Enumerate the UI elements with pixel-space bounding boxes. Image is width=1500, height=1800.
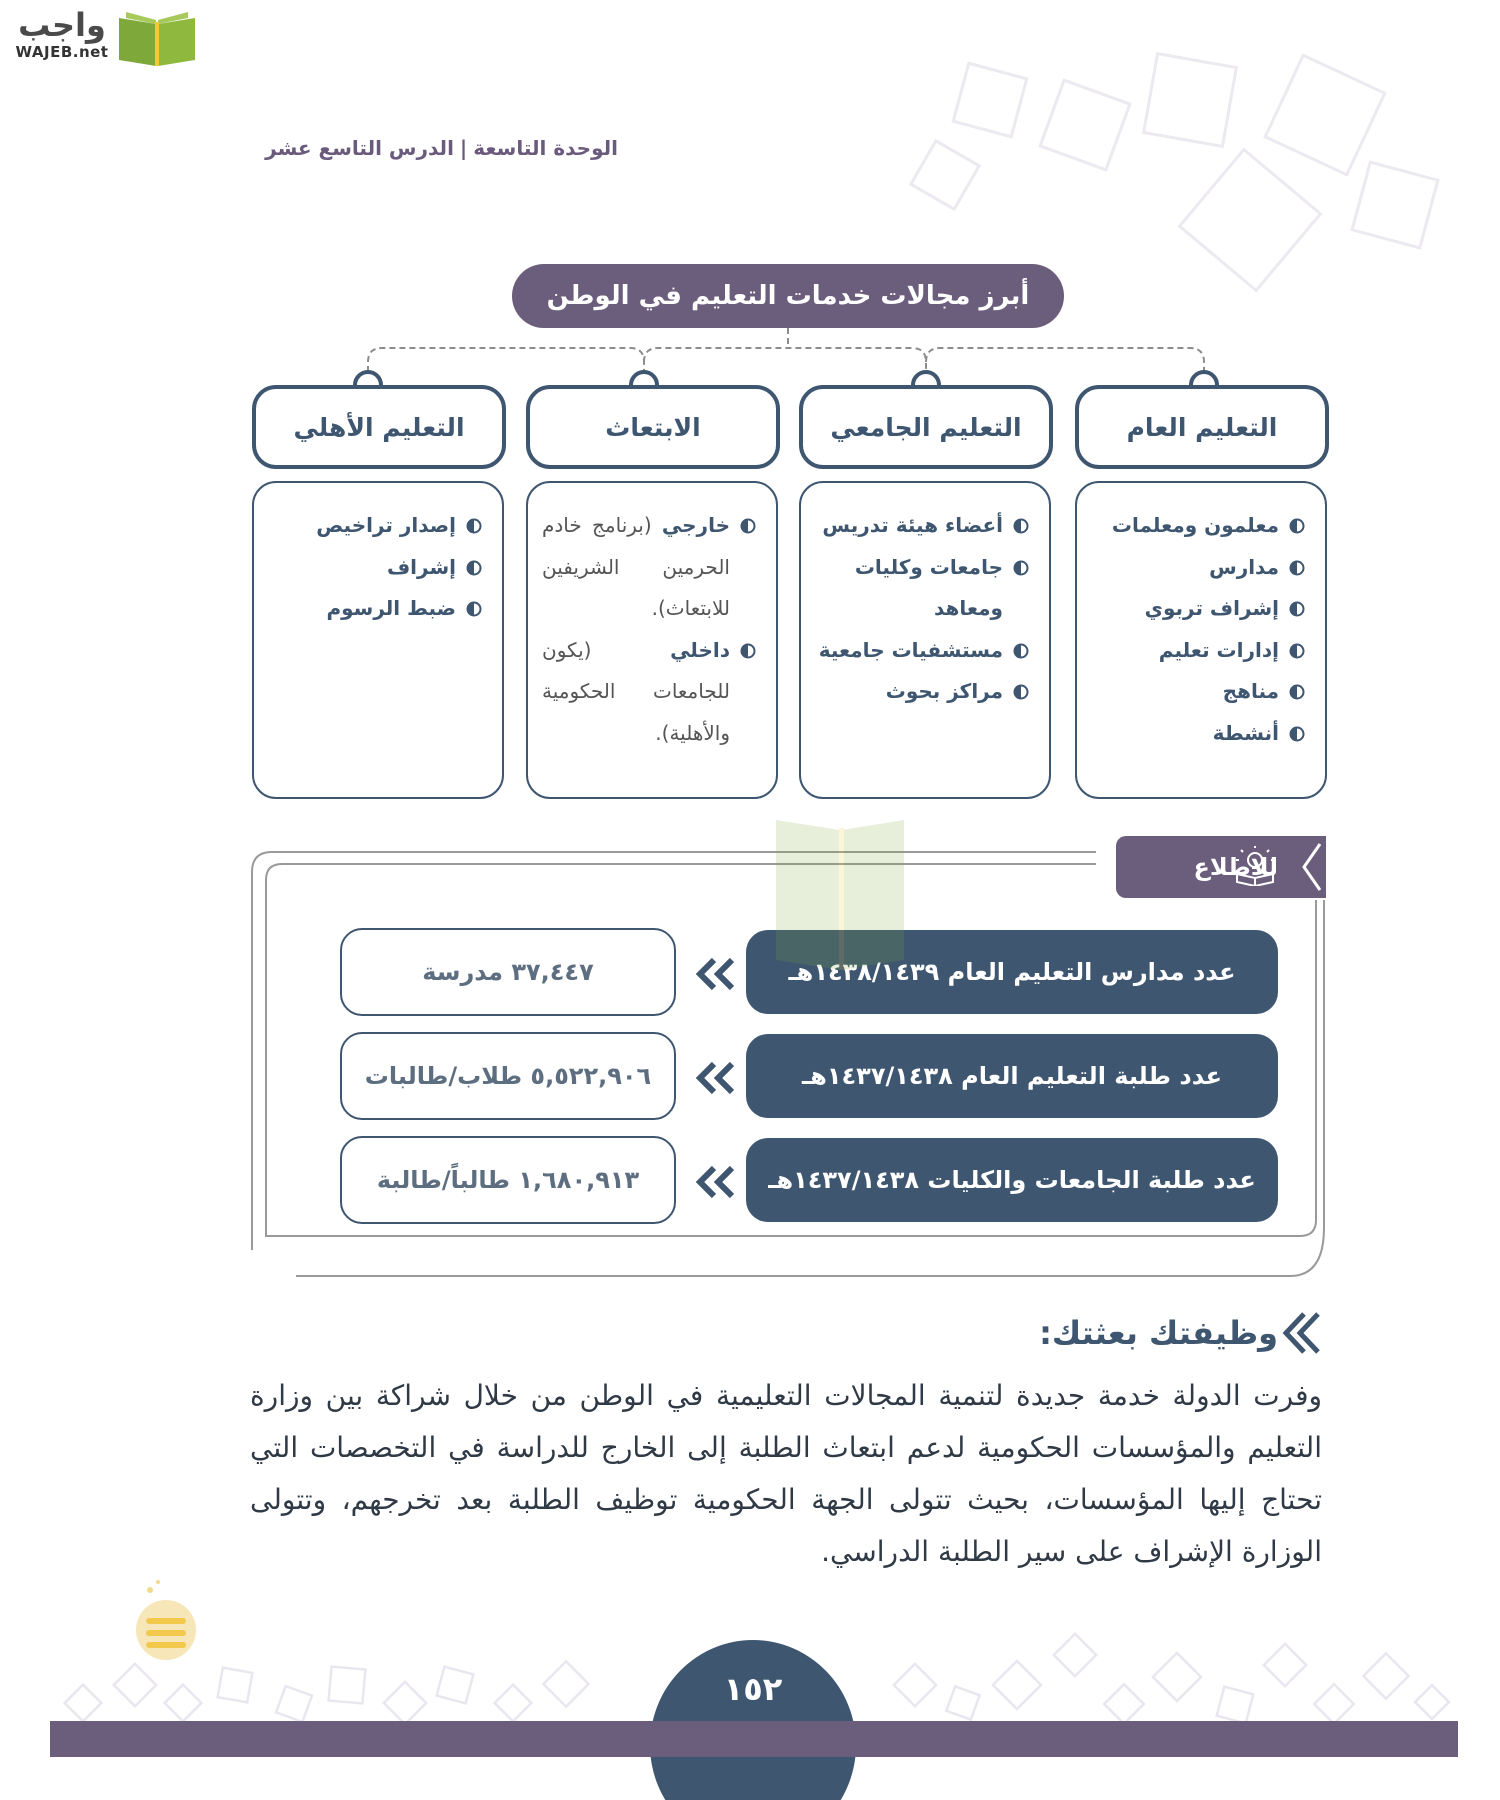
- category-private-education: التعليم الأهلي: [252, 385, 506, 469]
- list-item: ضبط الرسوم: [268, 588, 482, 630]
- task-title: وظيفتك بعثتك:: [1039, 1314, 1278, 1352]
- stat-label: عدد طلبة التعليم العام ١٤٣٧/١٤٣٨هـ: [746, 1034, 1278, 1118]
- lamp-emblem-icon: [130, 1578, 200, 1668]
- task-paragraph: وفرت الدولة خدمة جديدة لتنمية المجالات التعليمية في الوطن من خلال شراكة بين وزارة التعليم والمؤسسات الحكومية لدعم ابتعاث الطلبة إلى الخارج للدراسة في التخصصات التي تحتاج إليها المؤسسات، بحيث تتولى الجهة الحكومية توظيف الطلبة بعد تخرجهم، وتتولى الوزارة الإشراف على سير الطلبة الدراسي.: [250, 1379, 1322, 1568]
- task-heading: [1039, 1310, 1322, 1356]
- category-general-education: التعليم العام: [1075, 385, 1329, 469]
- list-item: إشراف: [268, 547, 482, 589]
- list-item: أنشطة: [1091, 713, 1305, 755]
- stat-label: عدد مدارس التعليم العام ١٤٣٨/١٤٣٩هـ: [746, 930, 1278, 1014]
- lightbulb-book-icon: [1233, 846, 1277, 886]
- double-chevron-icon: [1282, 1310, 1322, 1356]
- lesson-label: الدرس التاسع عشر: [265, 136, 454, 160]
- header-separator: |: [459, 136, 468, 160]
- info-tag: [1116, 836, 1308, 898]
- list-item: مناهج: [1091, 671, 1305, 713]
- list-item: إدارات تعليم: [1091, 630, 1305, 672]
- list-item: داخلي (يكون للجامعات الحكومية والأهلية).: [542, 630, 756, 755]
- double-chevron-left-icon: [694, 954, 738, 994]
- stat-value: ٥,٥٢٢,٩٠٦ طلاب/طالبات: [340, 1032, 676, 1120]
- double-chevron-left-icon: [694, 1058, 738, 1098]
- footer-bar: [50, 1721, 1458, 1757]
- list-item: مراكز بحوث: [815, 671, 1029, 713]
- double-chevron-icon: [1290, 836, 1326, 898]
- category-scholarships: الابتعاث: [526, 385, 780, 469]
- stat-label: عدد طلبة الجامعات والكليات ١٤٣٧/١٤٣٨هـ: [746, 1138, 1278, 1222]
- list-item: أعضاء هيئة تدريس: [815, 505, 1029, 547]
- list-item: خارجي (برنامج خادم الحرمين الشريفين للابتعاث).: [542, 505, 756, 630]
- page-number: ١٥٢: [723, 1670, 783, 1708]
- stat-value: ٣٧,٤٤٧ مدرسة: [340, 928, 676, 1016]
- list-item: إشراف تربوي: [1091, 588, 1305, 630]
- logo-latin-text: WAJEB.net: [15, 43, 109, 61]
- logo-arabic-text: واجب: [18, 6, 106, 44]
- list-item: جامعات وكليات ومعاهد: [815, 547, 1029, 630]
- list-item: مستشفيات جامعية: [815, 630, 1029, 672]
- list-item: مدارس: [1091, 547, 1305, 589]
- category-university-education: التعليم الجامعي: [799, 385, 1053, 469]
- list-item: إصدار تراخيص: [268, 505, 482, 547]
- list-item: معلمون ومعلمات: [1091, 505, 1305, 547]
- info-tag-label: للاطلاع: [1193, 853, 1278, 881]
- diagram-title: أبرز مجالات خدمات التعليم في الوطن: [512, 264, 1064, 328]
- unit-label: الوحدة التاسعة: [473, 136, 618, 160]
- stat-value: ١,٦٨٠,٩١٣ طالباً/طالبة: [340, 1136, 676, 1224]
- double-chevron-left-icon: [694, 1162, 738, 1202]
